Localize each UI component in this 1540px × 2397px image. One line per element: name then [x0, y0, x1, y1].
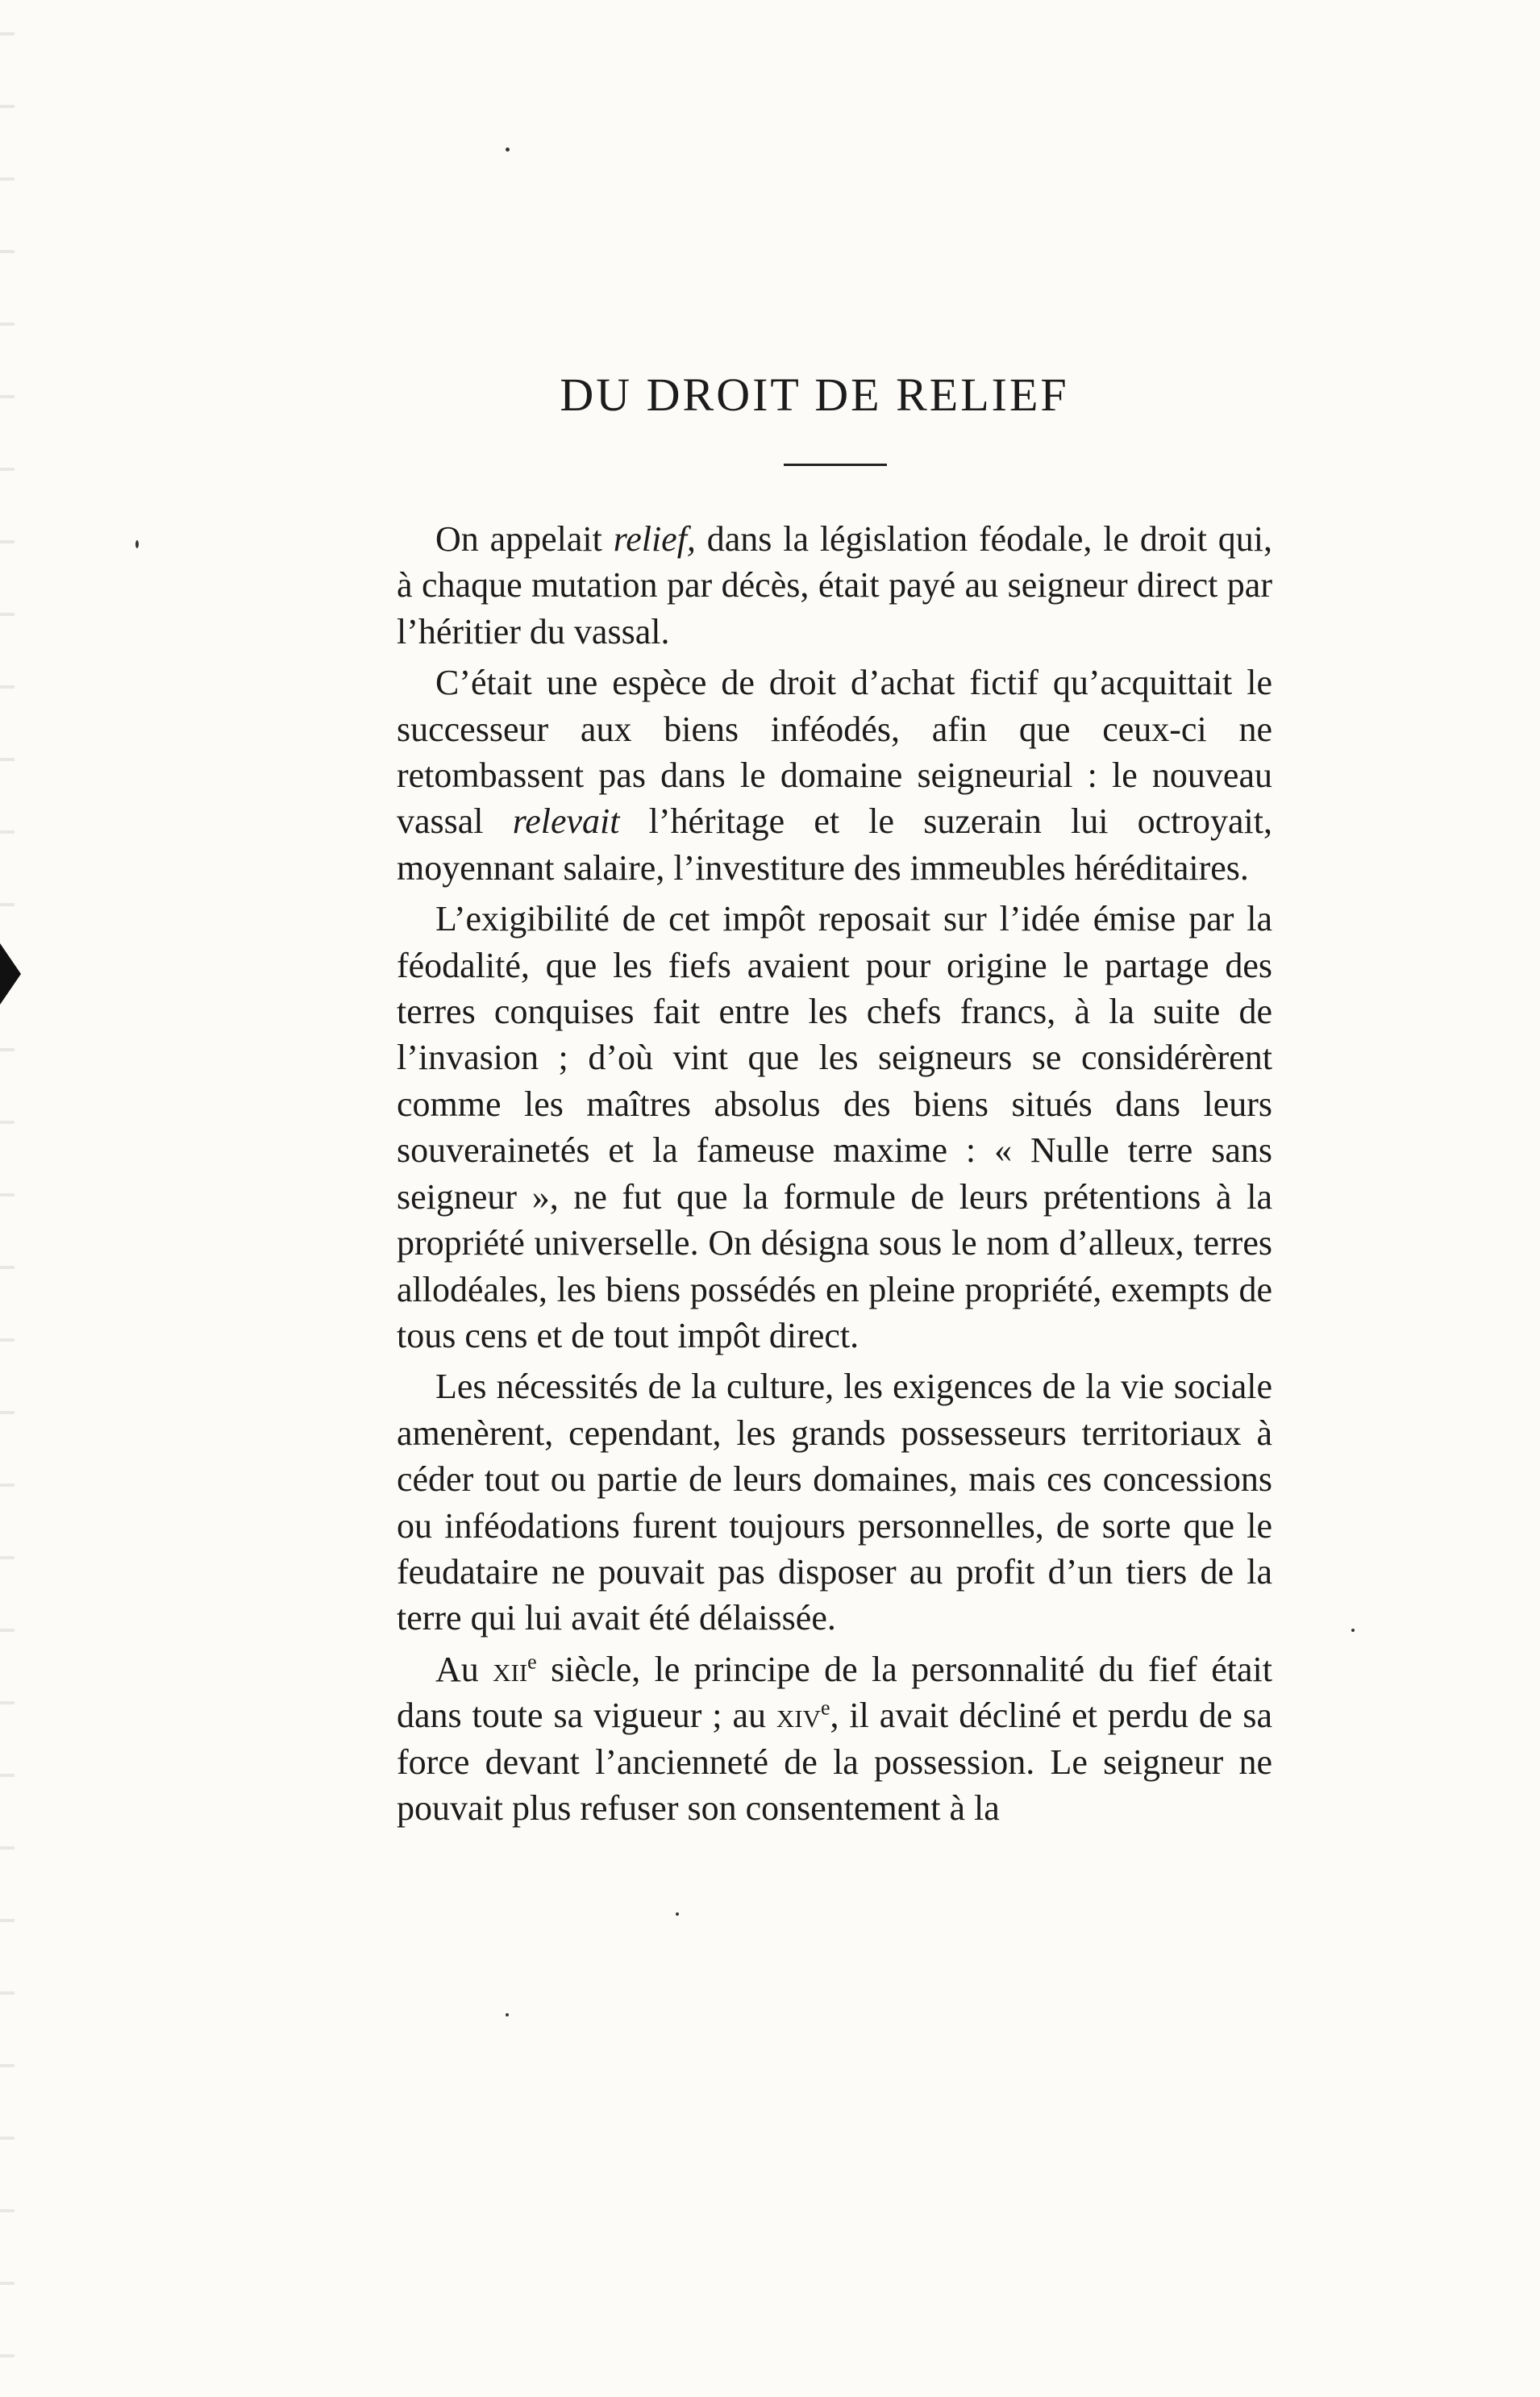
text-run: Les nécessités de la culture, les exigences de la vie sociale amenèrent, cependant, les grands possesseurs territoriaux à céder tout ou partie de leurs domaines, mais ces concessions ou inféodations furent toujours personnelles, de sorte que le feudataire ne pouvait pas disposer au profit d’un tiers de la terre qui lui avait été délaissée.	[397, 1367, 1272, 1638]
paragraph	[397, 660, 1272, 891]
italic-term: relevait	[512, 801, 620, 842]
scan-speck	[506, 148, 510, 152]
body-text	[397, 516, 1272, 1836]
scan-speck	[1351, 1629, 1355, 1632]
italic-term: relief,	[613, 519, 696, 559]
superscript: e	[820, 1696, 830, 1720]
text-run: Au	[435, 1649, 493, 1689]
century-numeral: xii	[493, 1649, 528, 1689]
scan-speck	[676, 1912, 679, 1916]
scan-speck	[135, 540, 139, 548]
chapter-title: DU DROIT DE RELIEF	[560, 368, 1069, 421]
superscript: e	[527, 1650, 537, 1674]
text-run: On appelait	[435, 519, 614, 559]
paragraph	[397, 1646, 1272, 1832]
paragraph	[397, 516, 1272, 655]
margin-arrow-mark	[0, 943, 21, 1005]
text-run: , il avait décliné et perdu de sa force devant l’ancienneté de la possession. Le seigneur ne pouvait plus refuser son consentement à la	[397, 1696, 1272, 1828]
text-run: dans la législation féodale, le droit qui, à chaque mutation par décès, était payé au seigneur direct par l’héritier du vassal.	[397, 519, 1272, 651]
text-run: siècle, le principe de la personnalité du fief était dans toute sa vigueur ; au	[397, 1649, 1272, 1736]
text-run: l’héritage et le suzerain lui octroyait, moyennant salaire, l’investiture des immeubles héréditaires.	[397, 801, 1272, 888]
title-rule	[784, 464, 887, 466]
text-run: C’était une espèce de droit d’achat fictif qu’acquittait le successeur aux biens inféodés, afin que ceux-ci ne retombassent pas dans le domaine seigneurial : le nouveau vassal	[397, 663, 1272, 842]
scan-left-edge	[0, 0, 15, 2397]
paragraph	[397, 896, 1272, 1359]
text-run: L’exigibilité de cet impôt reposait sur l’idée émise par la féodalité, que les fiefs avaient pour origine le partage des terres conquises fait entre les chefs francs, à la suite de l’invasion ; d’où vint que les seigneurs se considérèrent comme les maîtres absolus des biens situés dans leurs souverainetés et la fameuse maxime : « Nulle terre sans seigneur », ne fut que la formule de leurs prétentions à la propriété universelle. On désigna sous le nom d’alleux, terres allodéales, les biens possédés en pleine propriété, exempts de tous cens et de tout impôt direct.	[397, 899, 1272, 1355]
scan-speck	[506, 2013, 509, 2016]
century-numeral: xiv	[776, 1696, 821, 1736]
paragraph	[397, 1363, 1272, 1641]
